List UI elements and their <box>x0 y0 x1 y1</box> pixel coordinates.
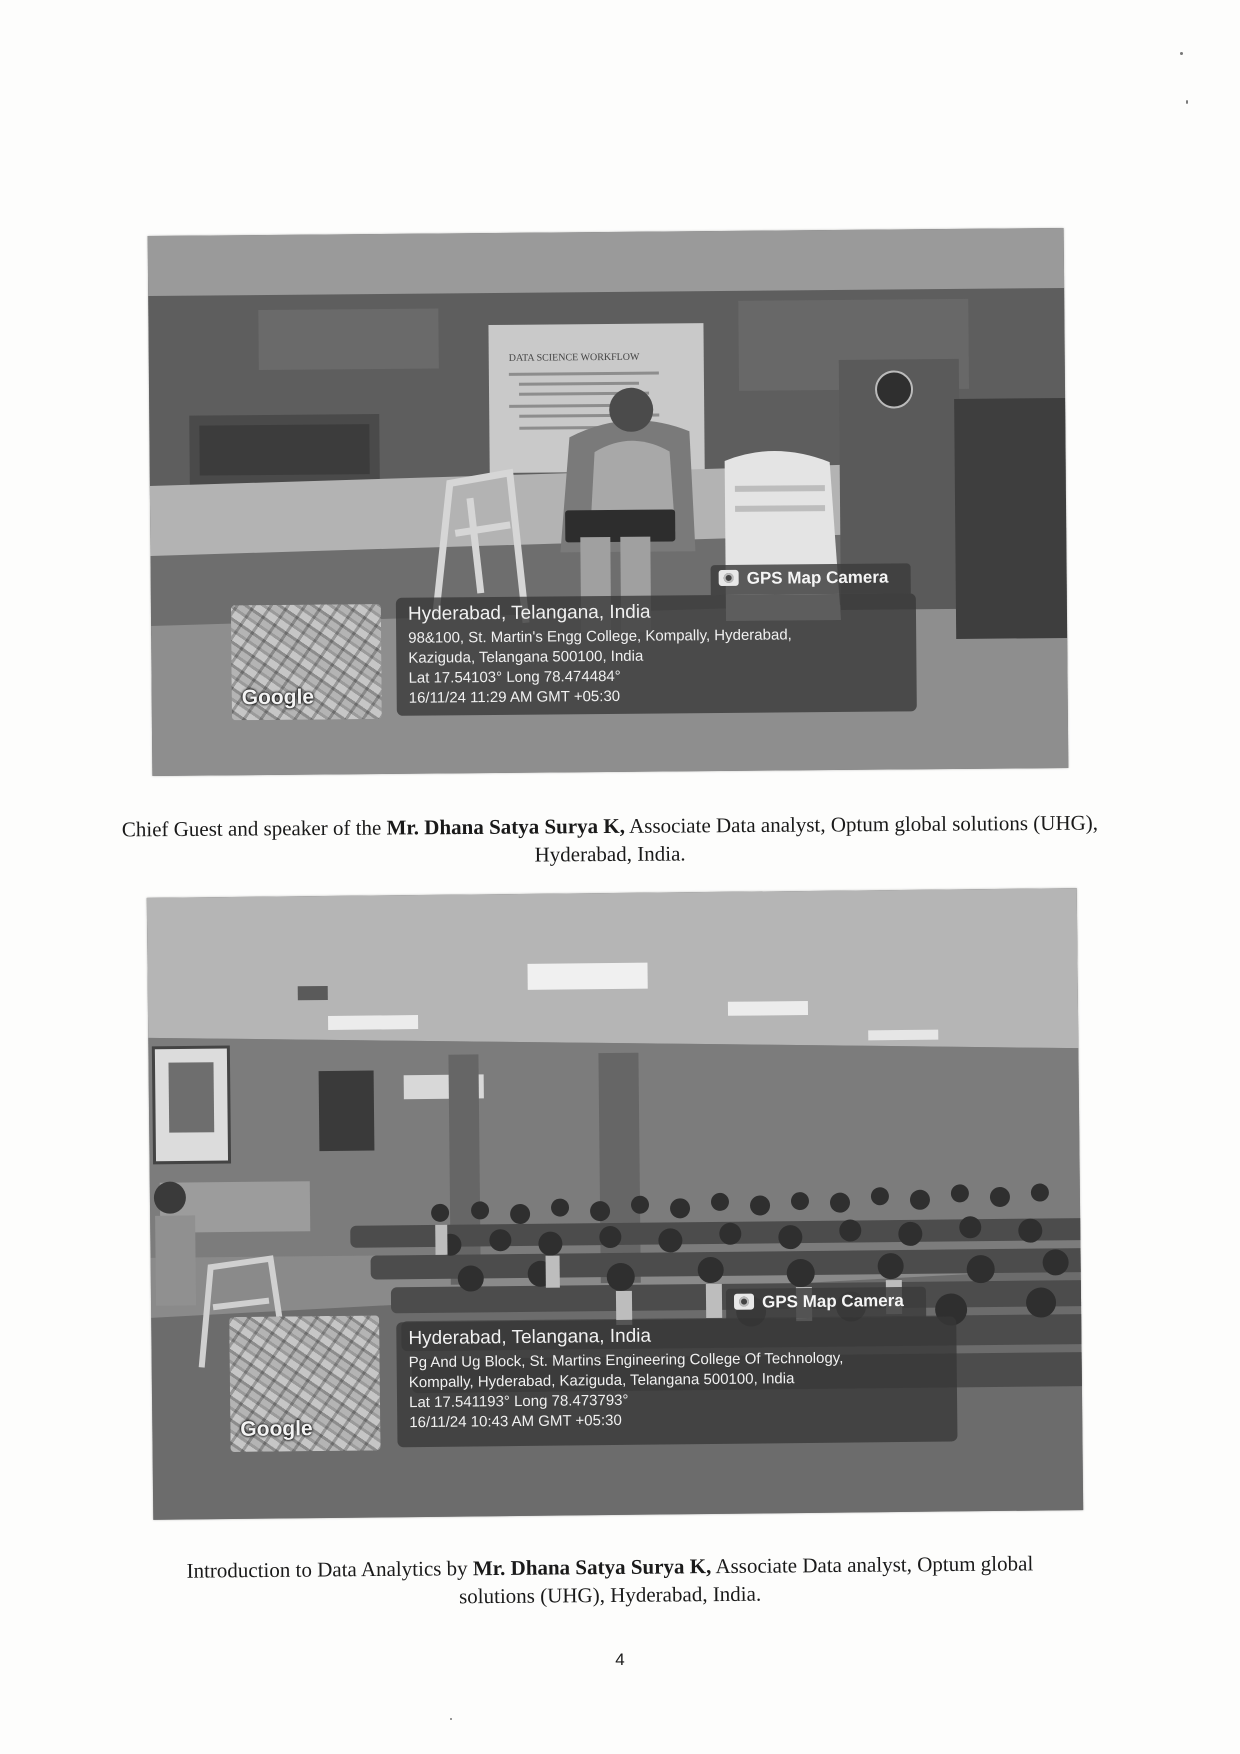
page-number: 4 <box>615 1650 625 1669</box>
gps-location-overlay <box>396 593 917 716</box>
scan-speck <box>1180 52 1183 55</box>
audience-hall-photo <box>147 888 1083 1520</box>
gps-map-camera-badge <box>711 563 911 595</box>
scan-speck <box>450 1718 452 1720</box>
camera-icon <box>719 570 739 586</box>
caption2-speaker-name: Mr. Dhana Satya Surya K, <box>472 1554 712 1581</box>
gps-address-line1: Pg And Ug Block, St. Martins Engineering College Of Technology, <box>408 1349 844 1372</box>
gps-address-line2: Kompally, Hyderabad, Kaziguda, Telangana 500100, India <box>408 1370 795 1392</box>
map-thumbnail <box>229 1315 380 1452</box>
scan-speck <box>1186 100 1188 104</box>
map-thumbnail <box>231 604 382 720</box>
google-map-label: Google <box>240 1417 313 1441</box>
gps-address-line2: Kaziguda, Telangana 500100, India <box>408 647 644 667</box>
camera-icon <box>734 1294 754 1310</box>
gps-coordinates: Lat 17.541193° Long 78.473793° <box>408 1391 629 1412</box>
gps-city: Hyderabad, Telangana, India <box>407 601 651 625</box>
gps-datetime: 16/11/24 10:43 AM GMT +05:30 <box>409 1411 622 1432</box>
google-map-label: Google <box>241 685 315 710</box>
photo1-caption <box>60 808 1160 872</box>
caption1-speaker-name: Mr. Dhana Satya Surya K, <box>386 813 626 840</box>
gps-map-camera-badge <box>726 1287 926 1319</box>
photo2-caption <box>60 1548 1160 1614</box>
gps-coordinates: Lat 17.54103° Long 78.474484° <box>408 667 621 687</box>
gps-location-overlay <box>396 1316 957 1447</box>
gps-datetime: 16/11/24 11:29 AM GMT +05:30 <box>408 687 621 707</box>
gps-badge-label: GPS Map Camera <box>761 1290 904 1312</box>
caption2-text: Introduction to Data Analytics by <box>186 1556 473 1583</box>
gps-badge-label: GPS Map Camera <box>746 567 889 588</box>
caption2-line2: solutions (UHG), Hyderabad, India. <box>458 1581 762 1609</box>
gps-city: Hyderabad, Telangana, India <box>408 1325 652 1350</box>
caption1-text: Chief Guest and speaker of the <box>121 815 387 842</box>
caption1-text-end: Associate Data analyst, Optum global solutions (UHG), <box>624 810 1099 838</box>
screen-title: DATA SCIENCE WORKFLOW <box>508 351 640 364</box>
speaker-stage-photo <box>148 228 1069 776</box>
gps-address-line1: 98&100, St. Martin's Engg College, Kompally, Hyderabad, <box>408 626 792 647</box>
caption2-text-end: Associate Data analyst, Optum global <box>711 1551 1034 1579</box>
caption1-line2: Hyderabad, India. <box>534 841 686 867</box>
